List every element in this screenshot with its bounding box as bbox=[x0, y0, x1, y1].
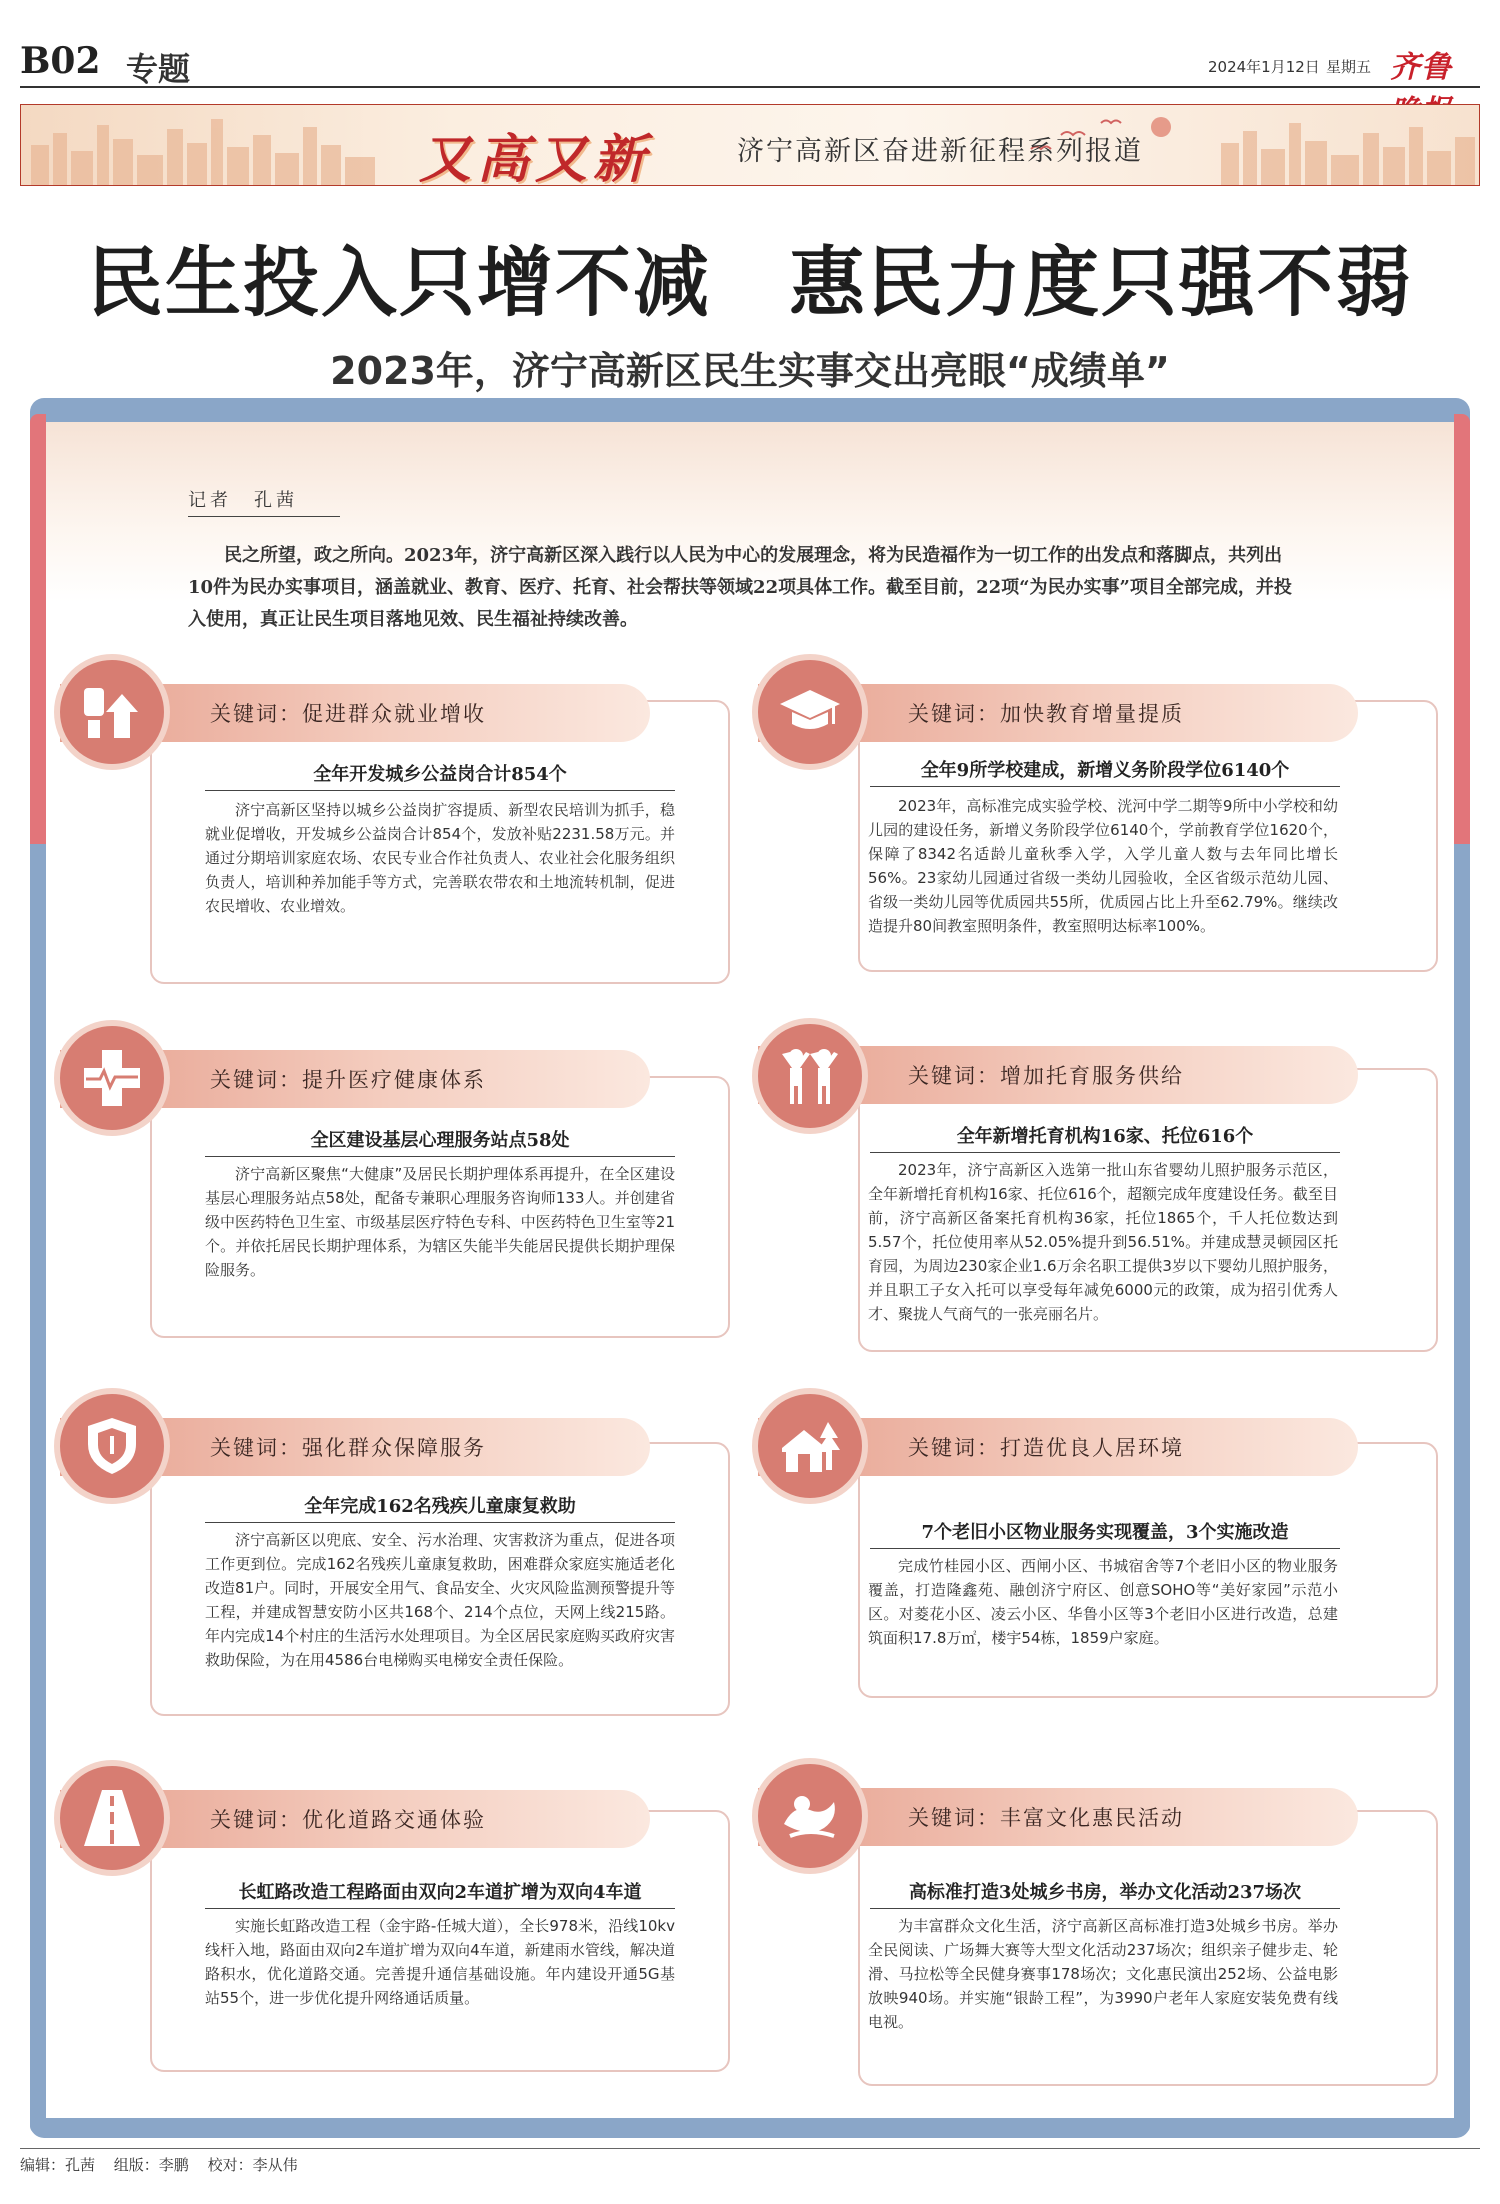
byline-rule bbox=[188, 516, 340, 517]
card-title: 全年完成162名残疾儿童康复救助 bbox=[205, 1492, 675, 1523]
issue-date: 2024年1月12日 bbox=[1208, 58, 1320, 76]
house-icon bbox=[778, 1414, 842, 1478]
frame-right-bar bbox=[1454, 414, 1470, 2134]
card-title: 长虹路改造工程路面由双向2车道扩增为双向4车道 bbox=[205, 1878, 675, 1909]
footer-rule bbox=[20, 2148, 1480, 2149]
editor-credit: 编辑：孔茜 bbox=[20, 2156, 96, 2174]
shield-icon bbox=[80, 1414, 144, 1478]
card-title: 7个老旧小区物业服务实现覆盖，3个实施改造 bbox=[870, 1518, 1340, 1549]
card-title: 全年新增托育机构16家、托位616个 bbox=[870, 1122, 1340, 1153]
section-name: 专题 bbox=[126, 50, 191, 88]
childcare-icon-badge bbox=[752, 1018, 868, 1134]
keyword-label: 关键词：优化道路交通体验 bbox=[210, 1808, 486, 1832]
masthead bbox=[20, 40, 1480, 88]
card-title: 高标准打造3处城乡书房，举办文化活动237场次 bbox=[870, 1878, 1340, 1909]
main-headline: 民生投入只增不减 惠民力度只强不弱 bbox=[87, 238, 1413, 327]
banner-slogan: 又高又新 bbox=[419, 129, 652, 186]
card-body: 济宁高新区以兜底、安全、污水治理、灾害救济为重点，促进各项工作更到位。完成162名残疾儿童康复救助，困难群众家庭实施适老化改造81户。同时，开展安全用气、食品安全、火灾风险监测预警提升等工程，并建成智慧安防小区共168个、214个点位，天网上线215路。年内完成14个村庄的生活污水处理项目。为全区居民家庭购买政府灾害救助保险，为在用4586台电梯购买电梯安全责任保险。 bbox=[205, 1531, 675, 1669]
sub-headline: 2023年，济宁高新区民生实事交出亮眼“成绩单” bbox=[330, 349, 1170, 393]
keyword-label: 关键词：提升医疗健康体系 bbox=[210, 1068, 486, 1092]
children-icon bbox=[778, 1044, 842, 1108]
card-title: 全区建设基层心理服务站点58处 bbox=[205, 1126, 675, 1157]
living-icon-badge bbox=[752, 1388, 868, 1504]
series-banner bbox=[20, 104, 1480, 186]
keyword-label: 关键词：丰富文化惠民活动 bbox=[908, 1806, 1184, 1830]
card-body: 为丰富群众文化生活，济宁高新区高标准打造3处城乡书房。举办全民阅读、广场舞大赛等大型文化活动237场次；组织亲子健步走、轮滑、马拉松等全民健身赛事178场次；文化惠民演出252场、公益电影放映940场。并实施“银龄工程”，为3990户老年人家庭安装免费有线电视。 bbox=[868, 1917, 1338, 2031]
proof-credit: 校对：李从伟 bbox=[207, 2156, 298, 2174]
security-icon-badge bbox=[54, 1388, 170, 1504]
medical-icon-badge bbox=[54, 1020, 170, 1136]
byline: 记者 孔茜 bbox=[188, 490, 298, 511]
card-body: 完成竹桂园小区、西闸小区、书城宿舍等7个老旧小区的物业服务覆盖，打造隆鑫苑、融创济宁府区、创意SOHO等“美好家园”示范小区。对菱花小区、凌云小区、华鲁小区等3个老旧小区进行改造，总建筑面积17.8万㎡，楼宇54栋，1859户家庭。 bbox=[868, 1557, 1338, 1647]
frame-left-bar bbox=[30, 414, 46, 2134]
keyword-label: 关键词：打造优良人居环境 bbox=[908, 1436, 1184, 1460]
employment-icon bbox=[80, 680, 144, 744]
keyword-label: 关键词：促进群众就业增收 bbox=[210, 702, 486, 726]
card-title: 全年9所学校建成，新增义务阶段学位6140个 bbox=[870, 756, 1340, 787]
card-body: 济宁高新区聚焦“大健康”及居民长期护理体系再提升，在全区建设基层心理服务站点58处，配备专兼职心理服务咨询师133人。并创建省级中医药特色卫生室、市级基层医疗特色专科、中医药特色卫生室等21个。并依托居民长期护理体系，为辖区失能半失能居民提供长期护理保险服务。 bbox=[205, 1165, 675, 1279]
banner-subtitle: 济宁高新区奋进新征程系列报道 bbox=[737, 136, 1143, 167]
card-body: 2023年，高标准完成实验学校、洸河中学二期等9所中小学校和幼儿园的建设任务，新增义务阶段学位6140个，学前教育学位1620个，保障了8342名适龄儿童秋季入学，入学儿童人数与去年同比增长56%。23家幼儿园通过省级一类幼儿园验收，全区省级示范幼儿园、省级一类幼儿园等优质园共55所，优质园占比上升至62.79%。继续改造提升80间教室照明条件，教室照明达标率100%。 bbox=[868, 797, 1338, 935]
intro-paragraph: 民之所望，政之所向。2023年，济宁高新区深入践行以人民为中心的发展理念，将为民造福作为一切工作的出发点和落脚点，共列出10件为民办实事项目，涵盖就业、教育、医疗、托育、社会帮扶等领域22项具体工作。截至目前，22项“为民办实事”项目全部完成，并投入使用，真正让民生项目落地见效、民生福祉持续改善。 bbox=[188, 545, 1292, 630]
road-icon bbox=[80, 1786, 144, 1850]
newspaper-logo: 齐鲁 bbox=[1390, 50, 1452, 85]
layout-credit: 组版：李鹏 bbox=[113, 2156, 189, 2174]
education-icon-badge bbox=[752, 654, 868, 770]
culture-icon-badge bbox=[752, 1758, 868, 1874]
traffic-icon-badge bbox=[54, 1760, 170, 1876]
keyword-label: 关键词：强化群众保障服务 bbox=[210, 1436, 486, 1460]
credits-footer bbox=[20, 2154, 312, 2175]
keyword-label: 关键词：增加托育服务供给 bbox=[908, 1064, 1184, 1088]
card-body: 实施长虹路改造工程（金宇路-任城大道），全长978米，沿线10kv线杆入地，路面由双向2车道扩增为双向4车道，新建雨水管线，解决道路积水，优化道路交通。完善提升通信基础设施。年内建设开通5G基站55个，进一步优化提升网络通话质量。 bbox=[205, 1917, 675, 2007]
frame-bottom-bar bbox=[30, 2118, 1470, 2138]
employment-icon-badge bbox=[54, 654, 170, 770]
card-body: 济宁高新区坚持以城乡公益岗扩容提质、新型农民培训为抓手，稳就业促增收，开发城乡公益岗合计854个，发放补贴2231.58万元。并通过分期培训家庭农场、农民专业合作社负责人、农业社会化服务组织负责人，培训种养加能手等方式，完善联农带农和土地流转机制，促进农民增收、农业增效。 bbox=[205, 801, 675, 915]
culture-icon bbox=[778, 1784, 842, 1848]
graduation-cap-icon bbox=[778, 680, 842, 744]
keyword-label: 关键词：加快教育增量提质 bbox=[908, 702, 1184, 726]
page-code: B02 bbox=[20, 40, 101, 82]
issue-weekday: 星期五 bbox=[1326, 58, 1372, 76]
card-title: 全年开发城乡公益岗合计854个 bbox=[205, 760, 675, 791]
medical-cross-icon bbox=[80, 1046, 144, 1110]
frame-top-bar bbox=[30, 398, 1470, 422]
card-body: 2023年，济宁高新区入选第一批山东省婴幼儿照护服务示范区，全年新增托育机构16家、托位616个，超额完成年度建设任务。截至目前，济宁高新区备案托育机构36家，托位1865个，千人托位数达到5.57个，托位使用率从52.05%提升到56.51%。并建成慧灵顿园区托育园，为周边230家企业1.6万余名职工提供3岁以下婴幼儿照护服务，并且职工子女入托可以享受每年减免6000元的政策，成为招引优秀人才、聚拢人气商气的一张亮丽名片。 bbox=[868, 1161, 1338, 1323]
